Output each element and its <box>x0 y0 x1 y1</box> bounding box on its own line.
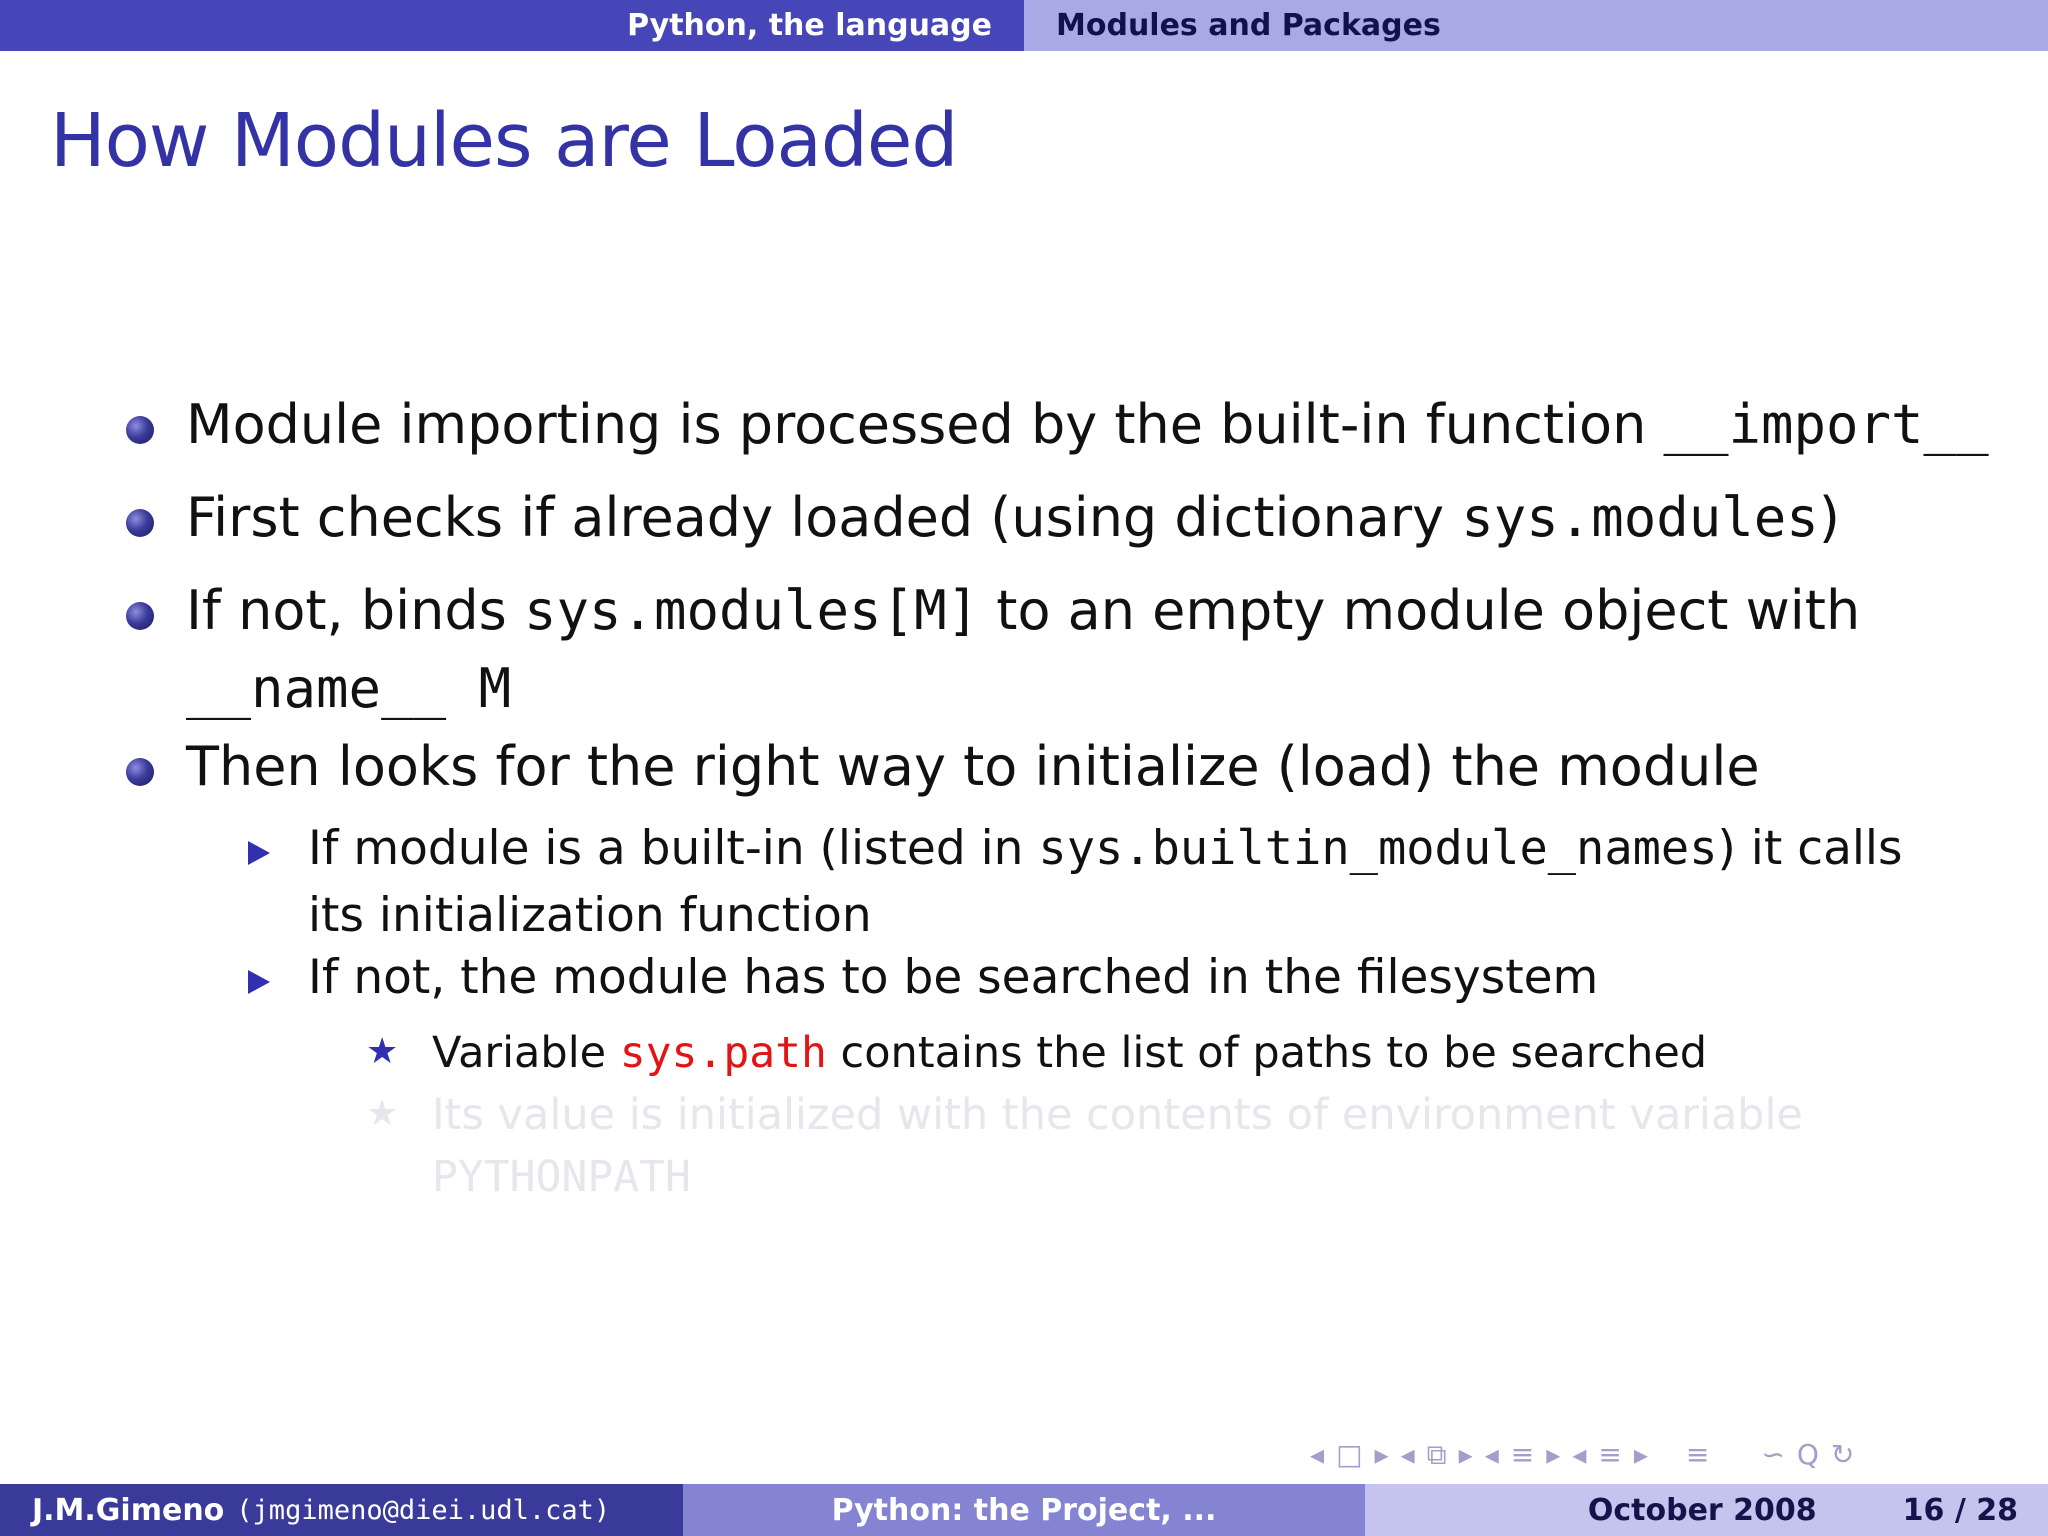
list-item: Module importing is processed by the built-in function __import__ <box>186 393 1989 456</box>
footer-author-name: J.M.Gimeno <box>32 1492 225 1528</box>
nav-frame-icon[interactable]: □ <box>1336 1438 1363 1471</box>
footer-author-email: (jmgimeno@diei.udl.cat) <box>236 1494 611 1526</box>
nav-prev-section-icon[interactable]: ◂ <box>1484 1438 1499 1471</box>
nav-next-section-icon[interactable]: ▸ <box>1546 1438 1561 1471</box>
star-bullet-icon: ★ <box>366 1093 399 1134</box>
footer-page-number: 16 / 28 <box>1902 1492 2018 1528</box>
bullet-icon <box>126 509 154 537</box>
header-section[interactable] <box>0 0 1024 51</box>
header-subsection-label: Modules and Packages <box>1056 8 1441 43</box>
bullet-icon <box>126 416 154 444</box>
footer-author[interactable] <box>0 1484 683 1536</box>
nav-forward-icon[interactable]: ↻ <box>1830 1438 1855 1471</box>
triangle-bullet-icon <box>248 970 270 994</box>
nav-next-subsection-icon[interactable]: ▸ <box>1458 1438 1473 1471</box>
footer-date-page <box>1365 1484 2048 1536</box>
nav-section-icon[interactable]: ≡ <box>1510 1438 1535 1471</box>
list-item: Then looks for the right way to initialize (load) the module <box>186 735 1760 798</box>
sub-sub-list-item-faded: Its value is initialized with the contents of environment variable <box>432 1090 1803 1140</box>
star-bullet-icon: ★ <box>366 1031 399 1072</box>
footer-bar <box>0 1484 2048 1536</box>
nav-doc-icon[interactable]: ≡ <box>1598 1438 1622 1471</box>
sub-sub-list-item-faded-continuation: PYTHONPATH <box>432 1152 691 1202</box>
nav-prev-frame-icon[interactable]: ◂ <box>1310 1438 1325 1471</box>
sub-list-item: If module is a built-in (listed in sys.builtin_module_names) it calls <box>308 821 1903 876</box>
nav-next-frame-icon[interactable]: ▸ <box>1374 1438 1389 1471</box>
header-bar <box>0 0 2048 51</box>
bullet-icon <box>126 602 154 630</box>
list-item: If not, binds sys.modules[M] to an empty module object with <box>186 579 1861 642</box>
list-item-continuation: __name__ M <box>186 657 512 720</box>
sub-list-item-continuation: its initialization function <box>308 888 872 943</box>
nav-prev-doc-icon[interactable]: ◂ <box>1572 1438 1587 1471</box>
nav-next-doc-icon[interactable]: ▸ <box>1633 1438 1648 1471</box>
nav-subsection-icon[interactable]: ⧉ <box>1426 1438 1447 1471</box>
sub-list-item: If not, the module has to be searched in the filesystem <box>308 950 1599 1005</box>
nav-toc-icon[interactable]: ≡ <box>1685 1438 1710 1471</box>
nav-back-icon[interactable]: ∽ <box>1761 1438 1785 1471</box>
header-section-label: Python, the language <box>627 8 992 43</box>
slide-title: How Modules are Loaded <box>50 98 958 184</box>
sub-sub-list-item: Variable sys.path contains the list of paths to be searched <box>432 1028 1708 1078</box>
footer-date: October 2008 <box>1587 1492 1817 1528</box>
nav-prev-subsection-icon[interactable]: ◂ <box>1400 1438 1415 1471</box>
footer-title[interactable] <box>683 1484 1365 1536</box>
footer-short-title: Python: the Project, ... <box>831 1492 1217 1528</box>
bullet-icon <box>126 758 154 786</box>
navigation-symbols <box>1310 1438 1866 1472</box>
header-subsection[interactable] <box>1024 0 2048 51</box>
triangle-bullet-icon <box>248 841 270 865</box>
list-item: First checks if already loaded (using dictionary sys.modules) <box>186 486 1840 549</box>
nav-search-icon[interactable]: Q <box>1796 1438 1819 1471</box>
